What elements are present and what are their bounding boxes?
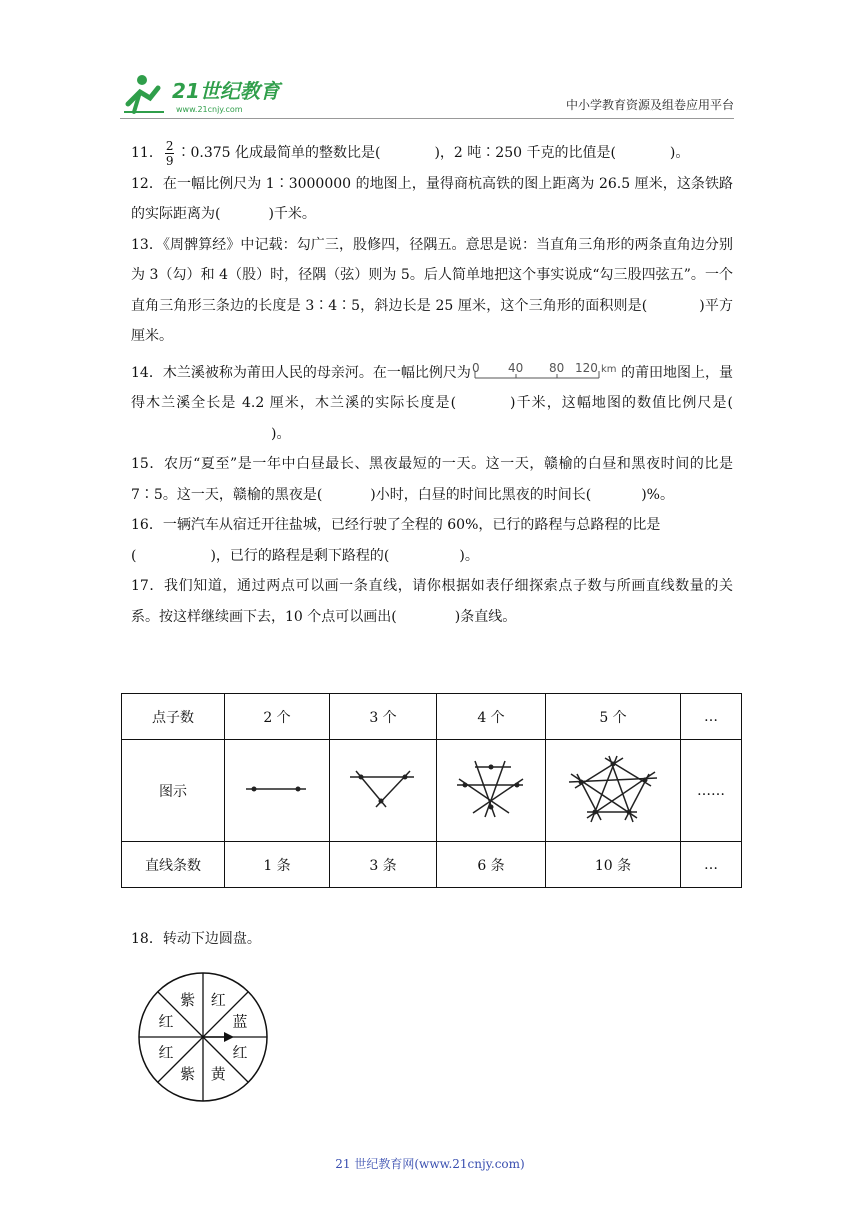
sector-label: 红 bbox=[158, 1043, 174, 1062]
table-cell: 2 个 bbox=[225, 694, 330, 740]
platform-name: 中小学教育资源及组卷应用平台 bbox=[565, 98, 734, 112]
four-point-line-figure bbox=[455, 759, 527, 819]
runner-icon bbox=[124, 75, 164, 112]
diagram-4-points bbox=[437, 740, 546, 842]
svg-text:120: 120 bbox=[574, 361, 598, 375]
fraction: $\frac{2}{9}$ bbox=[165, 138, 174, 168]
question-14: 14．木兰溪被称为莆田人民的母亲河。在一幅比例尺为 0 40 80 120 km 的莆田地图上，量得木兰溪全长是 4.2 厘米，木兰溪的实际长度是( )千米，这幅地图的数值比例尺是()。 bbox=[131, 361, 733, 442]
table-row bbox=[122, 740, 742, 842]
table-cell: 4 个 bbox=[437, 694, 546, 740]
question-list bbox=[131, 138, 733, 632]
footer-text: 21 世纪教育网(www.21cnjy.com) bbox=[335, 1157, 525, 1171]
table-cell: …… bbox=[681, 740, 742, 842]
points-lines-table bbox=[121, 693, 742, 888]
sector-label: 黄 bbox=[210, 1064, 226, 1083]
question-16: 16．一辆汽车从宿迁开往盐城，已经行驶了全程的 60%，已行的路程与总路程的比是 ( )，已行的路程是剩下路程的( )。 bbox=[131, 517, 661, 564]
table-cell: 3 个 bbox=[330, 694, 437, 740]
diagram-5-points bbox=[546, 740, 681, 842]
two-point-line-figure bbox=[242, 779, 312, 799]
svg-text:km: km bbox=[600, 363, 617, 375]
question-18: 18．转动下边圆盘。 bbox=[131, 931, 261, 947]
table-cell: … bbox=[681, 842, 742, 888]
question-13: 13．《周髀算经》中记载：勾广三，股修四，径隅五。意思是说：当直角三角形的两条直角边分别为 3（勾）和 4（股）时，径隅（弦）则为 5。后人简单地把这个事实说成“勾三股四弦五”。一个直角三角形三条边的长度是 3∶4∶5，斜边长是 25 厘米，这个三角形的面积则是( )平方厘米。 bbox=[131, 236, 733, 344]
row-header: 图示 bbox=[122, 740, 225, 842]
table-row bbox=[122, 842, 742, 888]
question-17: 17．我们知道，通过两点可以画一条直线，请你根据如表仔细探索点子数与所画直线数量的关系。按这样继续画下去，10 个点可以画出( )条直线。 bbox=[131, 578, 733, 625]
svg-text:80: 80 bbox=[548, 361, 565, 375]
three-point-line-figure bbox=[348, 767, 418, 811]
table-cell: 3 条 bbox=[330, 842, 437, 888]
table-cell: 1 条 bbox=[225, 842, 330, 888]
sector-label: 红 bbox=[210, 991, 226, 1010]
table-cell: 10 条 bbox=[546, 842, 681, 888]
question-11: 11． $\frac{2}{9}$ ∶0.375 化成最简单的整数比是( )，2 吨∶250 千克的比值是( )。 bbox=[131, 138, 690, 168]
sector-label: 蓝 bbox=[232, 1012, 248, 1031]
row-header: 点子数 bbox=[122, 694, 225, 740]
svg-text:0: 0 bbox=[471, 361, 480, 375]
spinner-wheel[interactable] bbox=[136, 970, 270, 1104]
sector-label: 红 bbox=[158, 1012, 174, 1031]
table-cell: 6 条 bbox=[437, 842, 546, 888]
question-12: 12．在一幅比例尺为 1∶3000000 的地图上，量得商杭高铁的图上距离为 26.5 厘米，这条铁路的实际距离为( )千米。 bbox=[131, 175, 733, 222]
question-15: 15．农历“夏至”是一年中白昼最长、黑夜最短的一天。这一天，赣榆的白昼和黑夜时间的比是 7∶5。这一天，赣榆的黑夜是( )小时，白昼的时间比黑夜的时间长( )%。 bbox=[131, 456, 733, 503]
site-logo bbox=[120, 68, 295, 118]
sector-label: 紫 bbox=[180, 1064, 196, 1083]
row-header: 直线条数 bbox=[122, 842, 225, 888]
line-scale bbox=[471, 362, 621, 384]
sector-label: 红 bbox=[232, 1043, 248, 1062]
header-divider bbox=[120, 118, 734, 119]
svg-text:www.21cnjy.com: www.21cnjy.com bbox=[176, 105, 243, 114]
diagram-3-points bbox=[330, 740, 437, 842]
diagram-2-points bbox=[225, 740, 330, 842]
five-point-line-figure bbox=[567, 754, 659, 824]
svg-text:21世纪教育: 21世纪教育 bbox=[172, 79, 280, 103]
table-cell: 5 个 bbox=[546, 694, 681, 740]
table-row bbox=[122, 694, 742, 740]
sector-label: 紫 bbox=[180, 991, 196, 1010]
table-cell: … bbox=[681, 694, 742, 740]
svg-text:40: 40 bbox=[507, 361, 524, 375]
